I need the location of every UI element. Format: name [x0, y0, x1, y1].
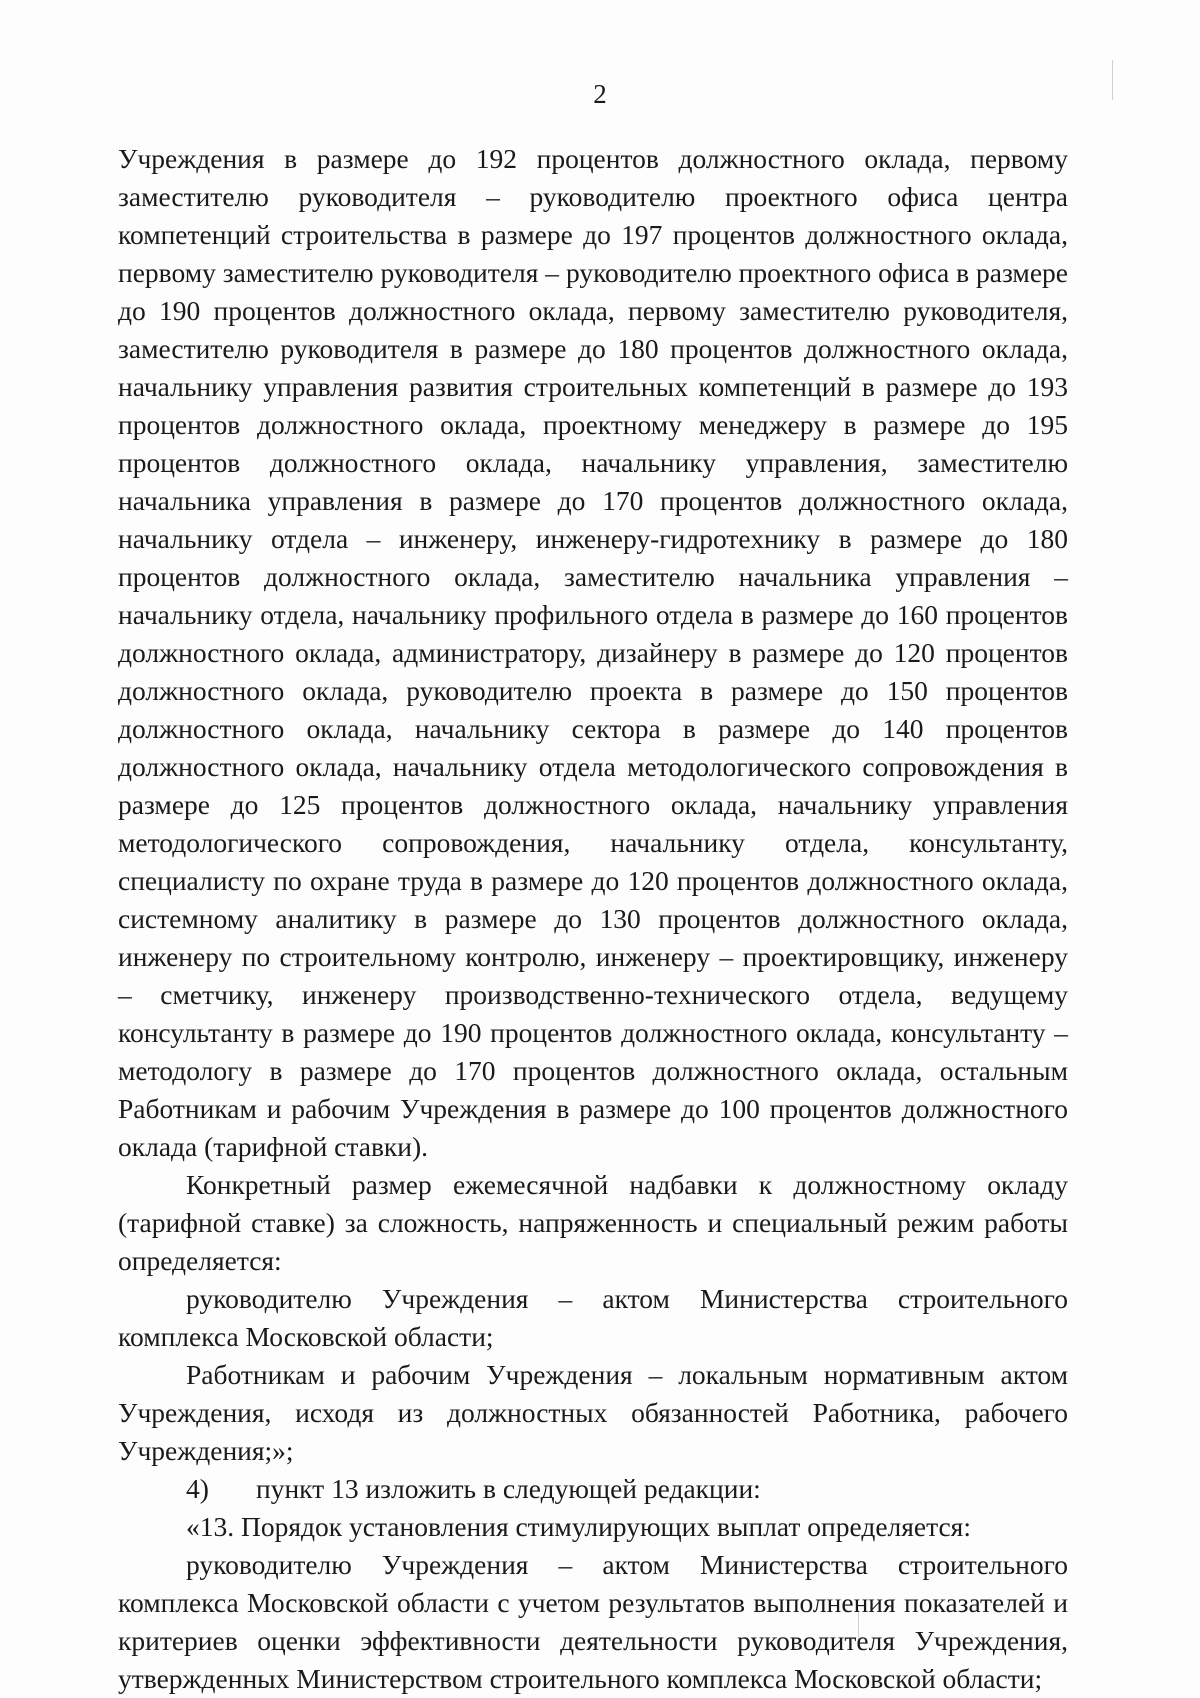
list-item-number: 4)	[186, 1473, 209, 1504]
list-item	[118, 1470, 1068, 1508]
paragraph-continuation: Учреждения в размере до 192 процентов должностного оклада, первому заместителю руководителя – руководителю проектного офиса центра компетенций строительства в размере до 197 процентов должностного оклада, первому заместителю руководителя – руководителю проектного офиса в размере до 190 процентов должностного оклада, первому заместителю руководителя, заместителю руководителя в размере до 180 процентов должностного оклада, начальнику управления развития строительных компетенций в размере до 193 процентов должностного оклада, проектному менеджеру в размере до 195 процентов должностного оклада, начальнику управления, заместителю начальника управления в размере до 170 процентов должностного оклада, начальнику отдела – инженеру, инженеру-гидротехнику в размере до 180 процентов должностного оклада, заместителю начальника управления – начальнику отдела, начальнику профильного отдела в размере до 160 процентов должностного оклада, администратору, дизайнеру в размере до 120 процентов должностного оклада, руководителю проекта в размере до 150 процентов должностного оклада, начальнику сектора в размере до 140 процентов должностного оклада, начальнику отдела методологического сопровождения в размере до 125 процентов должностного оклада, начальнику управления методологического сопровождения, начальнику отдела, консультанту, специалисту по охране труда в размере до 120 процентов должностного оклада, системному аналитику в размере до 130 процентов должностного оклада, инженеру по строительному контролю, инженеру – проектировщику, инженеру – сметчику, инженеру производственно-технического отдела, ведущему консультанту в размере до 190 процентов должностного оклада, консультанту – методологу в размере до 170 процентов должностного оклада, остальным Работникам и рабочим Учреждения в размере до 100 процентов должностного оклада (тарифной ставки).	[118, 143, 1068, 1162]
page-number: 2	[593, 79, 607, 109]
paragraph: руководителю Учреждения – актом Министерства строительного комплекса Московской области с учетом результатов выполнения показателей и критериев оценки эффективности деятельности руководителя Учреждения, утвержденных Министерством строительного комплекса Московской области;	[118, 1549, 1068, 1694]
document-body	[118, 140, 1068, 1698]
paragraph: «13. Порядок установления стимулирующих выплат определяется:	[186, 1511, 971, 1542]
list-item-text: пункт 13 изложить в следующей редакции:	[256, 1473, 761, 1504]
paragraph: руководителю Учреждения – актом Министерства строительного комплекса Московской области;	[118, 1283, 1068, 1352]
paragraph: Работникам и рабочим Учреждения – локальным нормативным актом Учреждения, исходя из должностных обязанностей Работника, рабочего Учреждения;»;	[118, 1359, 1068, 1466]
paragraph: Конкретный размер ежемесячной надбавки к должностному окладу (тарифной ставке) за сложность, напряженность и специальный режим работы определяется:	[118, 1169, 1068, 1276]
